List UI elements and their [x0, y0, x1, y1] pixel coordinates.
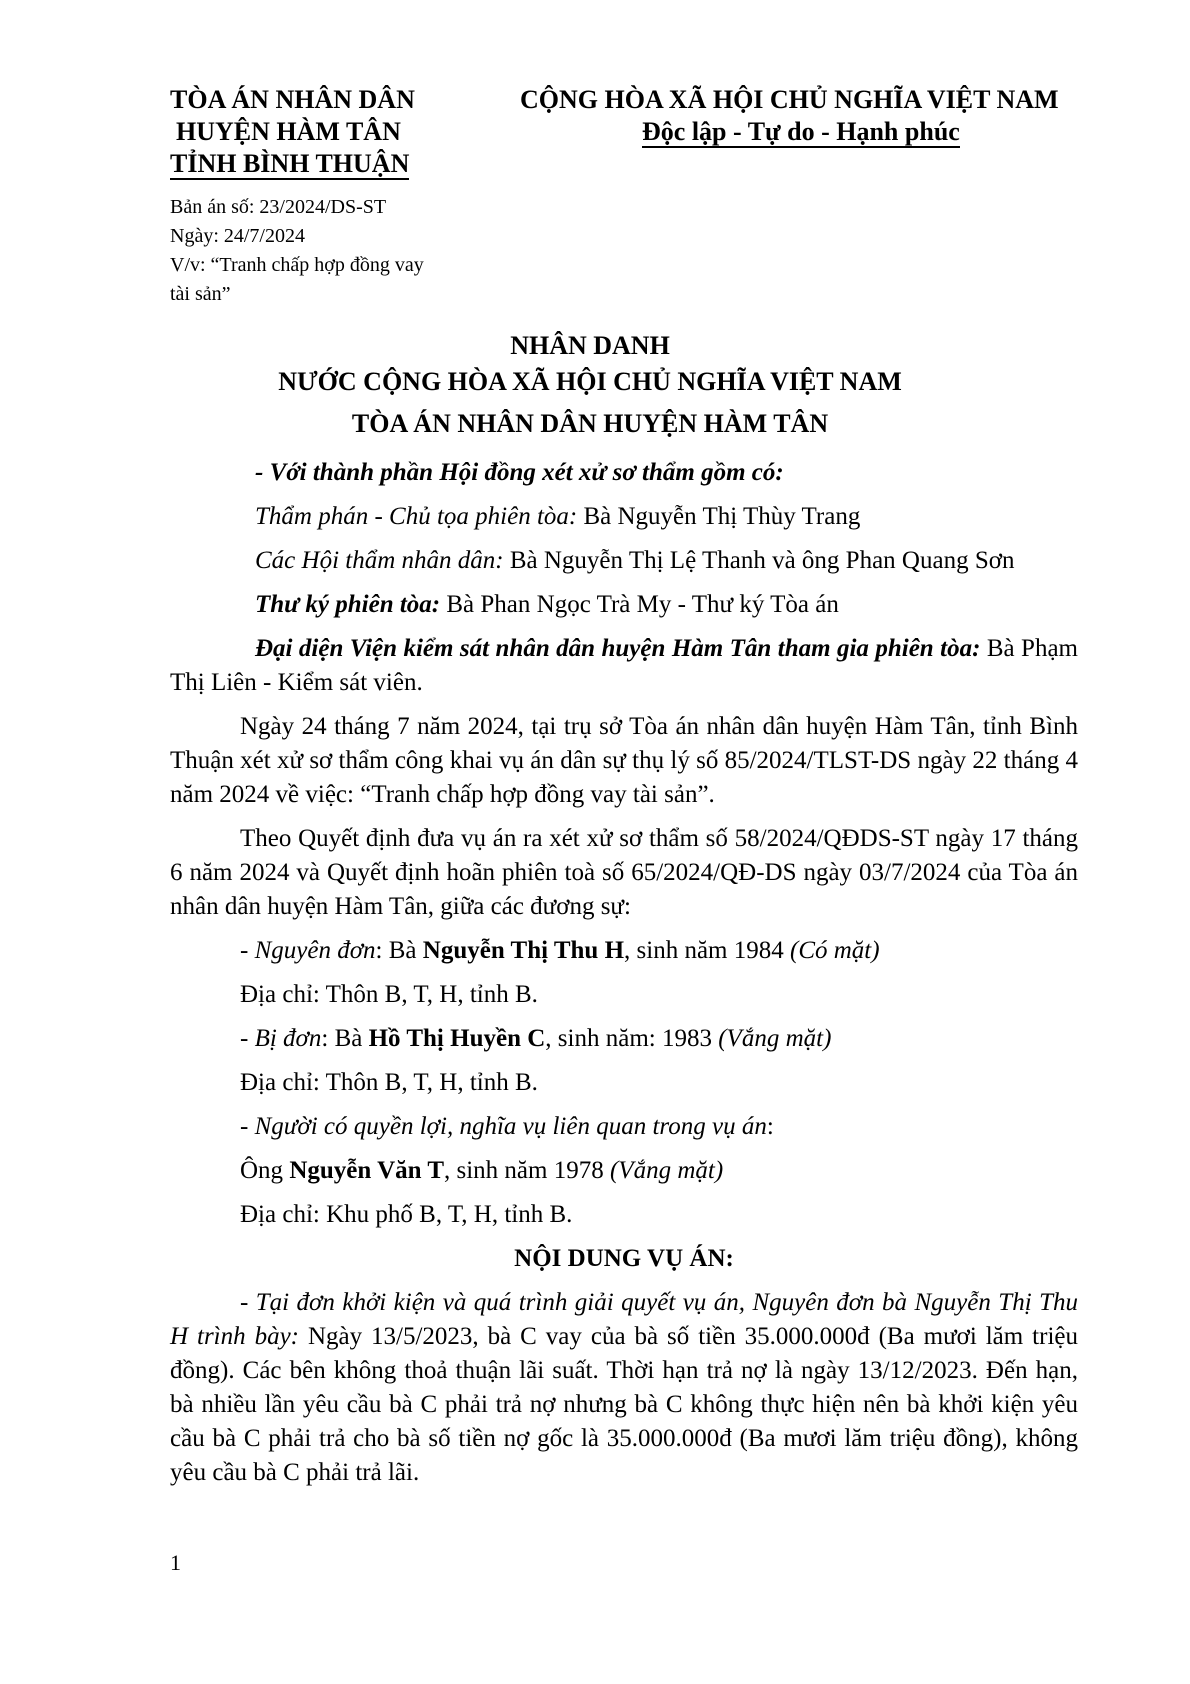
procuracy-line — [170, 632, 1078, 700]
panel-heading: - Với thành phần Hội đồng xét xử sơ thẩm gồm có: — [255, 459, 784, 486]
title-court: TÒA ÁN NHÂN DÂN HUYỆN HÀM TÂN — [351, 409, 829, 438]
court-name-line-3: TỈNH BÌNH THUẬN — [170, 149, 410, 178]
court-name-line-2: HUYỆN HÀM TÂN — [176, 117, 401, 146]
defendant-birth: , sinh năm: 1983 — [545, 1025, 719, 1052]
related-party-status: (Vắng mặt) — [609, 1157, 724, 1184]
case-subject-line-1: V/v: “Tranh chấp hợp đồng vay — [170, 254, 424, 276]
defendant-name: Hồ Thị Huyền C — [368, 1025, 546, 1052]
court-name-line-1: TÒA ÁN NHÂN DÂN — [170, 85, 415, 114]
judge-line — [170, 500, 1078, 534]
clerk-name: Bà Phan Ngọc Trà My - Thư ký Tòa án — [440, 591, 839, 618]
case-content-paragraph — [170, 1286, 1078, 1490]
related-party-colon: : — [766, 1113, 774, 1140]
case-content-intro: - Tại đơn khởi kiện và quá trình giải quyết vụ án, Nguyên đơn bà Nguyễn Thị Thu H trình bày: — [170, 1289, 1078, 1350]
related-party-birth: , sinh năm 1978 — [444, 1157, 610, 1184]
nation-header — [520, 84, 1120, 148]
judgment-titles — [140, 328, 1040, 442]
related-party-line — [170, 1154, 1078, 1188]
case-meta — [170, 193, 500, 309]
plaintiff-prefix: : Bà — [375, 937, 423, 964]
plaintiff-birth: , sinh năm 1984 — [624, 937, 790, 964]
clerk-label: Thư ký phiên tòa: — [255, 591, 441, 618]
nation-motto: Độc lập - Tự do - Hạnh phúc — [642, 117, 960, 146]
related-party-address: Địa chỉ: Khu phố B, T, H, tỉnh B. — [240, 1201, 573, 1228]
case-date: Ngày: 24/7/2024 — [170, 225, 305, 247]
related-party-prefix: Ông — [240, 1157, 290, 1184]
defendant-prefix: : Bà — [321, 1025, 369, 1052]
title-in-the-name: NHÂN DANH — [510, 331, 670, 360]
judge-label: Thẩm phán - Chủ tọa phiên tòa: — [255, 503, 578, 530]
plaintiff-name: Nguyễn Thị Thu H — [422, 937, 625, 964]
court-header — [170, 84, 470, 180]
defendant-label: - Bị đơn — [240, 1025, 322, 1052]
related-party-heading — [170, 1110, 1078, 1144]
paragraph-decision: Theo Quyết định đưa vụ án ra xét xử sơ thẩm số 58/2024/QĐDS-ST ngày 17 tháng 6 năm 2024 và Quyết định hoãn phiên toà số 65/2024/QĐ-DS ngày 03/7/2024 của Tòa án nhân dân huyện Hàm Tân, giữa các đương sự: — [170, 825, 1078, 920]
procuracy-label: Đại diện Viện kiểm sát nhân dân huyện Hàm Tân tham gia phiên tòa: — [255, 635, 981, 662]
procuracy-name: Bà Phạm Thị Liên - Kiểm sát viên. — [170, 635, 1079, 696]
assessors-names: Bà Nguyễn Thị Lệ Thanh và ông Phan Quang Sơn — [503, 547, 1015, 574]
related-party-name: Nguyễn Văn T — [289, 1157, 444, 1184]
defendant-status: (Vắng mặt) — [718, 1025, 832, 1052]
case-content-body: Ngày 13/5/2023, bà C vay của bà số tiền 35.000.000đ (Ba mươi lăm triệu đồng). Các bên không thoả thuận lãi suất. Thời hạn trả nợ là ngày 13/12/2023. Đến hạn, bà nhiều lần yêu cầu bà C phải trả nợ nhưng bà C không thực hiện nên bà khởi kiện yêu cầu bà C phải trả cho bà số tiền nợ gốc là 35.000.000đ (Ba mươi lăm triệu đồng), không yêu cầu bà C phải trả lãi. — [170, 1323, 1078, 1486]
defendant-address: Địa chỉ: Thôn B, T, H, tỉnh B. — [240, 1069, 538, 1096]
plaintiff-line — [170, 934, 1078, 968]
assessors-label: Các Hội thẩm nhân dân: — [255, 547, 504, 574]
defendant-line — [170, 1022, 1078, 1056]
paragraph-hearing: Ngày 24 tháng 7 năm 2024, tại trụ sở Tòa án nhân dân huyện Hàm Tân, tỉnh Bình Thuận xét xử sơ thẩm công khai vụ án dân sự thụ lý số 85/2024/TLST-DS ngày 22 tháng 4 năm 2024 về việc: “Tranh chấp hợp đồng vay tài sản”. — [170, 713, 1078, 808]
nation-title: CỘNG HÒA XÃ HỘI CHỦ NGHĨA VIỆT NAM — [520, 85, 1059, 114]
case-number: Bản án số: 23/2024/DS-ST — [170, 196, 387, 218]
plaintiff-address: Địa chỉ: Thôn B, T, H, tỉnh B. — [240, 981, 538, 1008]
case-subject-line-2: tài sản” — [170, 283, 231, 305]
page-number: 1 — [170, 1550, 181, 1575]
judgment-body — [170, 456, 1078, 1500]
plaintiff-status: (Có mặt) — [790, 937, 880, 964]
assessors-line — [170, 544, 1078, 578]
plaintiff-label: - Nguyên đơn — [240, 937, 376, 964]
case-content-heading: NỘI DUNG VỤ ÁN: — [514, 1245, 734, 1272]
related-party-label: - Người có quyền lợi, nghĩa vụ liên quan trong vụ án — [240, 1113, 767, 1140]
title-republic: NƯỚC CỘNG HÒA XÃ HỘI CHỦ NGHĨA VIỆT NAM — [278, 367, 902, 396]
judge-name: Bà Nguyễn Thị Thùy Trang — [577, 503, 861, 530]
clerk-line — [170, 588, 1078, 622]
